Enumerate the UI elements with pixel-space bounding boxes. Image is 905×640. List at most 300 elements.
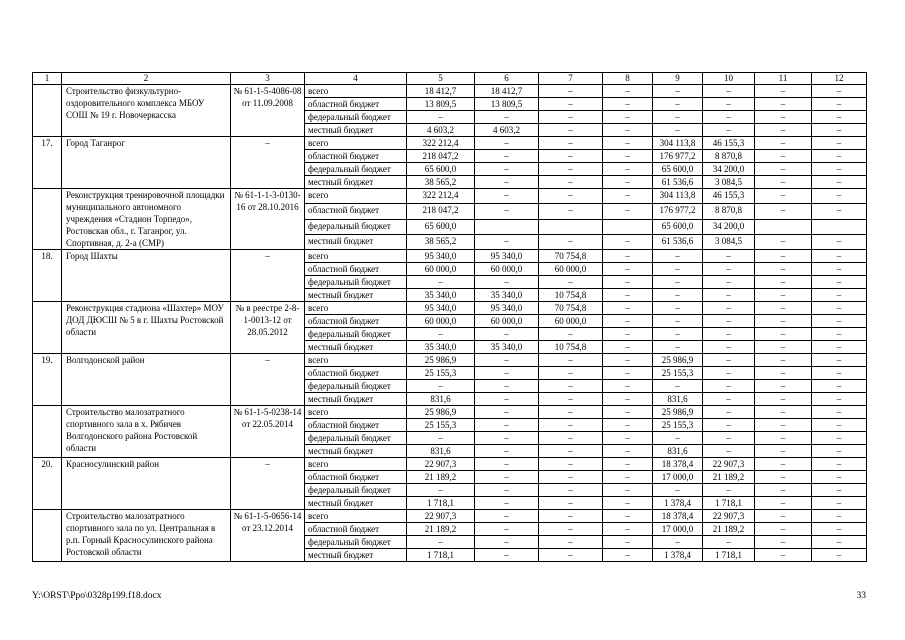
- amount-cell: –: [539, 98, 603, 111]
- amount-cell: –: [475, 406, 539, 419]
- amount-cell: 17 000,0: [653, 471, 703, 484]
- amount-cell: –: [653, 341, 703, 354]
- funding-source-cell: местный бюджет: [305, 124, 407, 137]
- amount-cell: 25 986,9: [653, 354, 703, 367]
- amount-cell: –: [812, 234, 867, 249]
- amount-cell: 61 536,6: [653, 234, 703, 249]
- amount-cell: –: [539, 445, 603, 458]
- amount-cell: 46 155,3: [703, 137, 755, 150]
- amount-cell: –: [812, 263, 867, 276]
- amount-cell: –: [812, 432, 867, 445]
- amount-cell: –: [475, 189, 539, 204]
- funding-source-cell: местный бюджет: [305, 445, 407, 458]
- amount-cell: –: [703, 445, 755, 458]
- amount-cell: –: [603, 354, 653, 367]
- table-row: [33, 510, 867, 523]
- funding-source-cell: областной бюджет: [305, 150, 407, 163]
- amount-cell: 95 340,0: [407, 250, 475, 263]
- row-number-cell: 19.: [33, 354, 62, 406]
- amount-cell: –: [539, 204, 603, 219]
- amount-cell: –: [475, 523, 539, 536]
- amount-cell: 831,6: [653, 445, 703, 458]
- amount-cell: –: [812, 98, 867, 111]
- amount-cell: –: [703, 328, 755, 341]
- amount-cell: 1 378,4: [653, 549, 703, 562]
- object-name-cell: Строительство физкультурно-оздоровительного комплекса МБОУ СОШ № 19 г. Новочеркасска: [62, 85, 231, 137]
- object-name-cell: Красносулинский район: [62, 458, 231, 510]
- funding-source-cell: федеральный бюджет: [305, 484, 407, 497]
- amount-cell: 25 986,9: [653, 406, 703, 419]
- amount-cell: –: [539, 124, 603, 137]
- funding-source-cell: всего: [305, 85, 407, 98]
- amount-cell: –: [703, 406, 755, 419]
- amount-cell: –: [703, 85, 755, 98]
- amount-cell: –: [475, 111, 539, 124]
- row-number-cell: 18.: [33, 250, 62, 302]
- amount-cell: –: [755, 189, 812, 204]
- amount-cell: –: [755, 204, 812, 219]
- amount-cell: –: [703, 484, 755, 497]
- amount-cell: –: [407, 328, 475, 341]
- funding-source-cell: всего: [305, 189, 407, 204]
- funding-source-cell: федеральный бюджет: [305, 276, 407, 289]
- amount-cell: –: [407, 111, 475, 124]
- amount-cell: –: [812, 471, 867, 484]
- amount-cell: 35 340,0: [407, 289, 475, 302]
- column-header: 2: [62, 73, 231, 85]
- amount-cell: –: [603, 458, 653, 471]
- funding-source-cell: федеральный бюджет: [305, 163, 407, 176]
- column-header: 11: [755, 73, 812, 85]
- amount-cell: –: [603, 302, 653, 315]
- amount-cell: –: [603, 163, 653, 176]
- amount-cell: 3 084,5: [703, 176, 755, 189]
- registry-number-cell: № 61-1-5-0238-14 от 22.05.2014: [231, 406, 305, 458]
- amount-cell: 22 907,3: [703, 510, 755, 523]
- amount-cell: 25 155,3: [653, 419, 703, 432]
- amount-cell: –: [812, 497, 867, 510]
- amount-cell: –: [539, 328, 603, 341]
- funding-source-cell: областной бюджет: [305, 367, 407, 380]
- amount-cell: –: [475, 163, 539, 176]
- funding-source-cell: всего: [305, 458, 407, 471]
- funding-source-cell: всего: [305, 510, 407, 523]
- amount-cell: –: [539, 497, 603, 510]
- amount-cell: –: [603, 406, 653, 419]
- amount-cell: –: [407, 484, 475, 497]
- amount-cell: –: [475, 393, 539, 406]
- funding-source-cell: федеральный бюджет: [305, 111, 407, 124]
- amount-cell: 35 340,0: [475, 341, 539, 354]
- amount-cell: –: [812, 150, 867, 163]
- amount-cell: –: [755, 163, 812, 176]
- amount-cell: –: [755, 276, 812, 289]
- amount-cell: –: [812, 137, 867, 150]
- amount-cell: –: [653, 124, 703, 137]
- amount-cell: –: [539, 510, 603, 523]
- amount-cell: –: [603, 367, 653, 380]
- amount-cell: 176 977,2: [653, 204, 703, 219]
- column-header: 3: [231, 73, 305, 85]
- amount-cell: –: [603, 111, 653, 124]
- amount-cell: 831,6: [407, 393, 475, 406]
- amount-cell: 60 000,0: [475, 263, 539, 276]
- amount-cell: –: [812, 380, 867, 393]
- amount-cell: 25 155,3: [407, 367, 475, 380]
- amount-cell: 18 378,4: [653, 510, 703, 523]
- amount-cell: –: [653, 302, 703, 315]
- amount-cell: –: [755, 124, 812, 137]
- column-header: 12: [812, 73, 867, 85]
- amount-cell: –: [653, 98, 703, 111]
- amount-cell: –: [475, 234, 539, 249]
- amount-cell: 13 809,5: [407, 98, 475, 111]
- budget-table: [32, 72, 867, 562]
- amount-cell: –: [755, 315, 812, 328]
- amount-cell: 4 603,2: [475, 124, 539, 137]
- amount-cell: 831,6: [407, 445, 475, 458]
- amount-cell: –: [603, 250, 653, 263]
- amount-cell: –: [703, 380, 755, 393]
- amount-cell: –: [812, 163, 867, 176]
- amount-cell: –: [755, 497, 812, 510]
- amount-cell: –: [703, 98, 755, 111]
- amount-cell: 4 603,2: [407, 124, 475, 137]
- amount-cell: –: [603, 137, 653, 150]
- funding-source-cell: местный бюджет: [305, 497, 407, 510]
- amount-cell: –: [812, 536, 867, 549]
- column-header: 1: [33, 73, 62, 85]
- amount-cell: –: [812, 250, 867, 263]
- amount-cell: –: [703, 536, 755, 549]
- amount-cell: –: [812, 458, 867, 471]
- amount-cell: –: [603, 328, 653, 341]
- amount-cell: –: [755, 150, 812, 163]
- amount-cell: –: [475, 204, 539, 219]
- amount-cell: 8 870,8: [703, 150, 755, 163]
- amount-cell: –: [812, 406, 867, 419]
- amount-cell: –: [755, 250, 812, 263]
- amount-cell: –: [703, 111, 755, 124]
- amount-cell: [475, 219, 539, 234]
- amount-cell: –: [653, 432, 703, 445]
- amount-cell: –: [603, 176, 653, 189]
- amount-cell: 65 600,0: [653, 163, 703, 176]
- amount-cell: 25 155,3: [407, 419, 475, 432]
- amount-cell: [812, 219, 867, 234]
- amount-cell: –: [755, 176, 812, 189]
- amount-cell: 34 200,0: [703, 219, 755, 234]
- amount-cell: –: [475, 354, 539, 367]
- funding-source-cell: областной бюджет: [305, 263, 407, 276]
- amount-cell: –: [407, 380, 475, 393]
- amount-cell: –: [603, 124, 653, 137]
- amount-cell: 8 870,8: [703, 204, 755, 219]
- amount-cell: –: [755, 302, 812, 315]
- table-body: [33, 73, 867, 562]
- amount-cell: –: [755, 328, 812, 341]
- column-header: 5: [407, 73, 475, 85]
- amount-cell: –: [653, 536, 703, 549]
- amount-cell: –: [539, 276, 603, 289]
- amount-cell: –: [539, 523, 603, 536]
- amount-cell: –: [475, 445, 539, 458]
- funding-source-cell: местный бюджет: [305, 341, 407, 354]
- amount-cell: –: [653, 276, 703, 289]
- amount-cell: 60 000,0: [407, 315, 475, 328]
- amount-cell: 1 718,1: [703, 497, 755, 510]
- amount-cell: [603, 219, 653, 234]
- amount-cell: –: [755, 471, 812, 484]
- amount-cell: –: [703, 124, 755, 137]
- amount-cell: –: [407, 432, 475, 445]
- funding-source-cell: областной бюджет: [305, 98, 407, 111]
- amount-cell: –: [603, 263, 653, 276]
- amount-cell: –: [812, 549, 867, 562]
- row-number-cell: [33, 85, 62, 137]
- row-number-cell: [33, 189, 62, 250]
- amount-cell: –: [703, 419, 755, 432]
- amount-cell: –: [703, 315, 755, 328]
- amount-cell: –: [603, 98, 653, 111]
- funding-source-cell: федеральный бюджет: [305, 219, 407, 234]
- amount-cell: –: [653, 250, 703, 263]
- funding-source-cell: местный бюджет: [305, 234, 407, 249]
- amount-cell: 831,6: [653, 393, 703, 406]
- amount-cell: –: [475, 176, 539, 189]
- amount-cell: 65 600,0: [407, 219, 475, 234]
- amount-cell: –: [703, 263, 755, 276]
- amount-cell: –: [603, 497, 653, 510]
- funding-source-cell: федеральный бюджет: [305, 380, 407, 393]
- amount-cell: –: [539, 111, 603, 124]
- amount-cell: –: [755, 393, 812, 406]
- amount-cell: 18 412,7: [407, 85, 475, 98]
- amount-cell: –: [755, 380, 812, 393]
- table-row: [33, 85, 867, 98]
- amount-cell: –: [755, 445, 812, 458]
- amount-cell: 21 189,2: [407, 523, 475, 536]
- object-name-cell: Реконструкция стадиона «Шахтер» МОУ ДОД ДЮСШ № 5 в г. Шахты Ростовской области: [62, 302, 231, 354]
- table-row: [33, 302, 867, 315]
- funding-source-cell: всего: [305, 406, 407, 419]
- row-number-cell: [33, 302, 62, 354]
- amount-cell: –: [539, 354, 603, 367]
- table-row: [33, 137, 867, 150]
- registry-number-cell: № в реестре 2-8-1-0013-12 от 28.05.2012: [231, 302, 305, 354]
- object-name-cell: Волгодонской район: [62, 354, 231, 406]
- funding-source-cell: областной бюджет: [305, 419, 407, 432]
- amount-cell: –: [755, 263, 812, 276]
- amount-cell: –: [755, 289, 812, 302]
- column-header: 4: [305, 73, 407, 85]
- amount-cell: –: [812, 354, 867, 367]
- funding-source-cell: всего: [305, 302, 407, 315]
- amount-cell: 10 754,8: [539, 289, 603, 302]
- table-row: [33, 406, 867, 419]
- amount-cell: 70 754,8: [539, 250, 603, 263]
- amount-cell: 21 189,2: [703, 471, 755, 484]
- amount-cell: –: [603, 341, 653, 354]
- amount-cell: –: [475, 380, 539, 393]
- amount-cell: 25 986,9: [407, 406, 475, 419]
- amount-cell: 1 378,4: [653, 497, 703, 510]
- amount-cell: 95 340,0: [407, 302, 475, 315]
- amount-cell: –: [703, 289, 755, 302]
- amount-cell: –: [539, 189, 603, 204]
- table-row: [33, 354, 867, 367]
- amount-cell: –: [812, 124, 867, 137]
- object-name-cell: Реконструкция тренировочной площадки муниципального автономного учреждения «Стадион Торпедо», Ростовская обл., г. Таганрог, ул. Спортивная, д. 2-а (СМР): [62, 189, 231, 250]
- amount-cell: 35 340,0: [407, 341, 475, 354]
- funding-source-cell: всего: [305, 250, 407, 263]
- amount-cell: –: [703, 432, 755, 445]
- funding-source-cell: областной бюджет: [305, 523, 407, 536]
- amount-cell: –: [475, 549, 539, 562]
- amount-cell: 1 718,1: [407, 549, 475, 562]
- amount-cell: [755, 219, 812, 234]
- amount-cell: 304 113,8: [653, 189, 703, 204]
- amount-cell: –: [539, 163, 603, 176]
- registry-number-cell: № 61-1-1-3-0130-16 от 28.10.2016: [231, 189, 305, 250]
- amount-cell: –: [539, 367, 603, 380]
- amount-cell: –: [539, 536, 603, 549]
- amount-cell: –: [812, 393, 867, 406]
- row-number-cell: [33, 510, 62, 562]
- amount-cell: 65 600,0: [407, 163, 475, 176]
- amount-cell: –: [703, 250, 755, 263]
- amount-cell: –: [812, 341, 867, 354]
- registry-number-cell: № 61-1-5-4086-08 от 11.09.2008: [231, 85, 305, 137]
- amount-cell: –: [812, 523, 867, 536]
- amount-cell: –: [755, 98, 812, 111]
- amount-cell: –: [475, 367, 539, 380]
- funding-source-cell: местный бюджет: [305, 176, 407, 189]
- row-number-cell: 20.: [33, 458, 62, 510]
- amount-cell: –: [475, 150, 539, 163]
- amount-cell: –: [539, 150, 603, 163]
- amount-cell: –: [703, 276, 755, 289]
- object-name-cell: Строительство малозатратного спортивного зала по ул. Центральная в р.п. Горный Красносулинского района Ростовской области: [62, 510, 231, 562]
- amount-cell: –: [475, 510, 539, 523]
- amount-cell: –: [603, 393, 653, 406]
- footer-file-path: Y:\ORST\Ppo\0328p199.f18.docx: [32, 591, 162, 601]
- funding-source-cell: областной бюджет: [305, 204, 407, 219]
- amount-cell: –: [475, 137, 539, 150]
- column-header: 8: [603, 73, 653, 85]
- funding-source-cell: федеральный бюджет: [305, 328, 407, 341]
- amount-cell: 60 000,0: [475, 315, 539, 328]
- amount-cell: –: [653, 111, 703, 124]
- amount-cell: –: [603, 276, 653, 289]
- amount-cell: –: [812, 367, 867, 380]
- amount-cell: 3 084,5: [703, 234, 755, 249]
- amount-cell: 21 189,2: [407, 471, 475, 484]
- amount-cell: –: [653, 484, 703, 497]
- amount-cell: –: [653, 263, 703, 276]
- funding-source-cell: местный бюджет: [305, 549, 407, 562]
- amount-cell: –: [653, 289, 703, 302]
- amount-cell: 18 378,4: [653, 458, 703, 471]
- amount-cell: 38 565,2: [407, 234, 475, 249]
- amount-cell: 1 718,1: [407, 497, 475, 510]
- object-name-cell: Город Шахты: [62, 250, 231, 302]
- amount-cell: –: [703, 341, 755, 354]
- amount-cell: –: [755, 458, 812, 471]
- page-number: 33: [856, 591, 866, 601]
- object-name-cell: Строительство малозатратного спортивного зала в х. Рябичев Волгодонского района Ростовской области: [62, 406, 231, 458]
- amount-cell: 17 000,0: [653, 523, 703, 536]
- amount-cell: –: [603, 510, 653, 523]
- amount-cell: 61 536,6: [653, 176, 703, 189]
- registry-number-cell: –: [231, 354, 305, 406]
- amount-cell: –: [603, 471, 653, 484]
- column-header-row: [33, 73, 867, 85]
- amount-cell: –: [603, 484, 653, 497]
- amount-cell: –: [475, 536, 539, 549]
- amount-cell: 21 189,2: [703, 523, 755, 536]
- amount-cell: –: [475, 328, 539, 341]
- amount-cell: 46 155,3: [703, 189, 755, 204]
- amount-cell: –: [603, 315, 653, 328]
- amount-cell: –: [812, 176, 867, 189]
- registry-number-cell: № 61-1-5-0656-14 от 23.12.2014: [231, 510, 305, 562]
- amount-cell: –: [539, 380, 603, 393]
- amount-cell: –: [812, 484, 867, 497]
- amount-cell: –: [539, 484, 603, 497]
- amount-cell: 22 907,3: [703, 458, 755, 471]
- amount-cell: –: [755, 137, 812, 150]
- table-row: [33, 458, 867, 471]
- funding-source-cell: федеральный бюджет: [305, 432, 407, 445]
- amount-cell: –: [475, 471, 539, 484]
- amount-cell: 218 047,2: [407, 204, 475, 219]
- amount-cell: –: [755, 419, 812, 432]
- amount-cell: 322 212,4: [407, 137, 475, 150]
- amount-cell: –: [475, 276, 539, 289]
- amount-cell: 25 986,9: [407, 354, 475, 367]
- amount-cell: –: [755, 234, 812, 249]
- amount-cell: 322 212,4: [407, 189, 475, 204]
- amount-cell: –: [603, 445, 653, 458]
- amount-cell: –: [812, 85, 867, 98]
- amount-cell: [539, 219, 603, 234]
- amount-cell: –: [539, 549, 603, 562]
- amount-cell: –: [539, 393, 603, 406]
- amount-cell: 18 412,7: [475, 85, 539, 98]
- amount-cell: –: [603, 549, 653, 562]
- amount-cell: –: [812, 328, 867, 341]
- amount-cell: –: [539, 137, 603, 150]
- amount-cell: –: [755, 432, 812, 445]
- funding-source-cell: всего: [305, 137, 407, 150]
- amount-cell: –: [812, 204, 867, 219]
- column-header: 10: [703, 73, 755, 85]
- amount-cell: 304 113,8: [653, 137, 703, 150]
- amount-cell: –: [812, 315, 867, 328]
- amount-cell: –: [703, 302, 755, 315]
- amount-cell: –: [407, 536, 475, 549]
- amount-cell: –: [703, 354, 755, 367]
- amount-cell: –: [653, 315, 703, 328]
- amount-cell: –: [755, 111, 812, 124]
- amount-cell: –: [603, 380, 653, 393]
- amount-cell: –: [603, 523, 653, 536]
- amount-cell: –: [407, 276, 475, 289]
- amount-cell: –: [812, 111, 867, 124]
- amount-cell: –: [603, 432, 653, 445]
- amount-cell: 22 907,3: [407, 510, 475, 523]
